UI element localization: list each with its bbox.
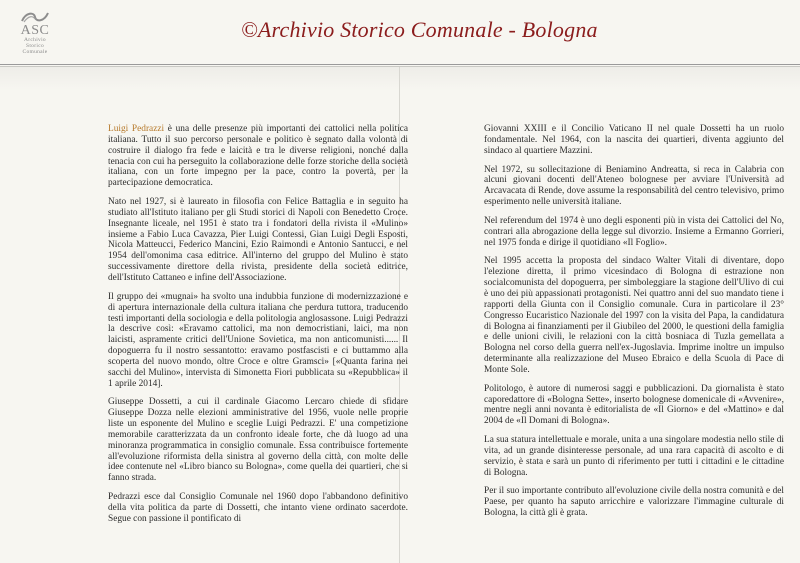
swirl-emblem-icon	[20, 10, 50, 24]
logo-line-3: Comunale	[22, 49, 48, 55]
paragraph-text: è una delle presenze più importanti dei cattolici nella politica italiana. Tutto il suo percorso personale e politico è segnato dalla volontà di costruire il dialogo fra fede e laicità e tra le diverse religioni, nonché dalla tenacia con cui ha perseguito la collaborazione delle forze storiche della società italiana, con un forte impegno per la pace, contro la povertà, per la partecipazione democratica.	[108, 124, 408, 189]
paragraph: Giovanni XXIII e il Concilio Vaticano II nel quale Dossetti ha un ruolo fondamentale. Nel 1964, con la nascita dei quartieri, diventa aggiunto del sindaco al quartiere Mazzini.	[484, 124, 784, 156]
right-text-column	[484, 124, 784, 527]
paragraph: Politologo, è autore di numerosi saggi e pubblicazioni. Da giornalista è stato caporedattore di «Bologna Sette», inserto bolognese domenicale di «Avvenire», mentre negli anni novanta è editorialista de «Il Giorno» e del «Mattino» e dal 2004 de «Il Domani di Bologna».	[484, 383, 784, 427]
archive-logo	[14, 10, 56, 62]
page-title: ©Archivio Storico Comunale - Bologna	[241, 17, 598, 42]
paragraph	[108, 124, 408, 189]
paragraph: Nel 1972, su sollecitazione di Beniamino Andreatta, si reca in Calabria con alcuni giovani docenti dell'Ateneo bolognese per avviare l'Università ad Arcavacata di Rende, dove assume la responsabilità del centro televisivo, primo esperimento nelle università italiane.	[484, 164, 784, 208]
left-text-column	[108, 124, 408, 533]
highlighted-name: Luigi Pedrazzi	[108, 124, 165, 134]
header-rule	[0, 64, 800, 65]
paragraph: Il gruppo dei «mugnai» ha svolto una indubbia funzione di modernizzazione e di apertura internazionale della cultura italiana che perdura tuttora, traducendo testi importanti della sociologia e della politologia anglosassone. Luigi Pedrazzi la descrive così: «Eravamo cattolici, ma non democristiani, laici, ma non laicisti, aspramente critici dell'Unione Sovietica, ma non anticomunisti...... Il dopoguerra fu il nostro sessantotto: eravamo postfascisti e ci buttammo alla scoperta del nuovo mondo, oltre Croce e oltre Gramsci» [«Quanta farina nei sacchi del Mulino», intervista di Simonetta Fiori pubblicata su «Repubblica» il 1 aprile 2014].	[108, 291, 408, 389]
header-shadow-band	[0, 67, 800, 91]
paragraph: La sua statura intellettuale e morale, unita a una singolare modestia nello stile di vita, ad un grande disinteresse personale, ad una rara capacità di ascolto e di servizio, è stata e sarà un punto di riferimento per tutti i cittadini e le cittadine di Bologna.	[484, 435, 784, 478]
page-header	[0, 0, 800, 66]
logo-letters: ASC	[20, 23, 50, 38]
paragraph: Nel referendum del 1974 è uno degli esponenti più in vista dei Cattolici del No, contrari alla abrogazione della legge sul divorzio. Insieme a Ermanno Gorrieri, nel 1975 fonda e dirige il quotidiano «Il Foglio».	[484, 215, 784, 248]
paragraph: Giuseppe Dossetti, a cui il cardinale Giacomo Lercaro chiede di sfidare Giuseppe Dozza nelle elezioni amministrative del 1956, vuole nelle proprie liste un esponente del Mulino e sceglie Luigi Pedrazzi. E' una competizione memorabile caratterizzata da un confronto ideale forte, che dà luogo ad una minoranza programmatica in consiglio comunale. Essa contribuisce fortemente all'evoluzione riformista della sinistra al governo della città, con molte delle idee contenute nel «Libro bianco su Bologna», come quella dei quartieri, che si fanno strada.	[108, 397, 408, 484]
logo-line-2: Storico	[26, 43, 44, 49]
header-rule-secondary	[0, 66, 800, 67]
paragraph: Per il suo importante contributo all'evoluzione civile della nostra comunità e del Paese, per quanto ha saputo arricchire e valorizzare l'immagine culturale di Bologna, la città gli è grata.	[484, 486, 784, 519]
paragraph: Nato nel 1927, si è laureato in filosofia con Felice Battaglia e in seguito ha studiato all'Istituto italiano per gli Studi storici di Napoli con Benedetto Croce. Insegnante liceale, nel 1951 è stato tra i fondatori della rivista il «Mulino» insieme a Fabio Luca Cavazza, Pier Luigi Contessi, Gian Luigi Degli Esposti, Nicola Matteucci, Federico Mancini, Ezio Raimondi e Antonio Santucci, e nel 1954 dell'omonima casa editrice. All'interno del gruppo del Mulino è stato successivamente direttore della rivista, presidente della società editrice, dell'Istituto Cattaneo e infine dell'Associazione.	[108, 197, 408, 283]
paragraph: Nel 1995 accetta la proposta del sindaco Walter Vitali di diventare, dopo l'elezione diretta, il primo vicesindaco di Bologna di estrazione non socialcomunista del dopoguerra, per simboleggiare la stagione dell'Ulivo di cui è uno dei più appassionati protagonisti. Nei quattro anni del suo mandato tiene i rapporti della Giunta con il Consiglio comunale. Cura in particolare il 23° Congresso Eucaristico Nazionale del 1997 con la visita del Papa, la candidatura di Bologna ai finanziamenti per il Giubileo del 2000, le questioni della famiglia e delle unioni civili, le relazioni con la città bosniaca di Tuzla gemellata a Bologna nel corso della guerra nell'ex-Jugoslavia. Imprime inoltre un impulso determinante alla realizzazione del Museo Ebraico e della Scuola di Pace di Monte Sole.	[484, 256, 784, 375]
paragraph: Pedrazzi esce dal Consiglio Comunale nel 1960 dopo l'abbandono definitivo della vita politica da parte di Dossetti, che intanto viene ordinato sacerdote. Segue con passione il pontificato di	[108, 492, 408, 524]
logo-line-1: Archivio	[24, 37, 46, 43]
